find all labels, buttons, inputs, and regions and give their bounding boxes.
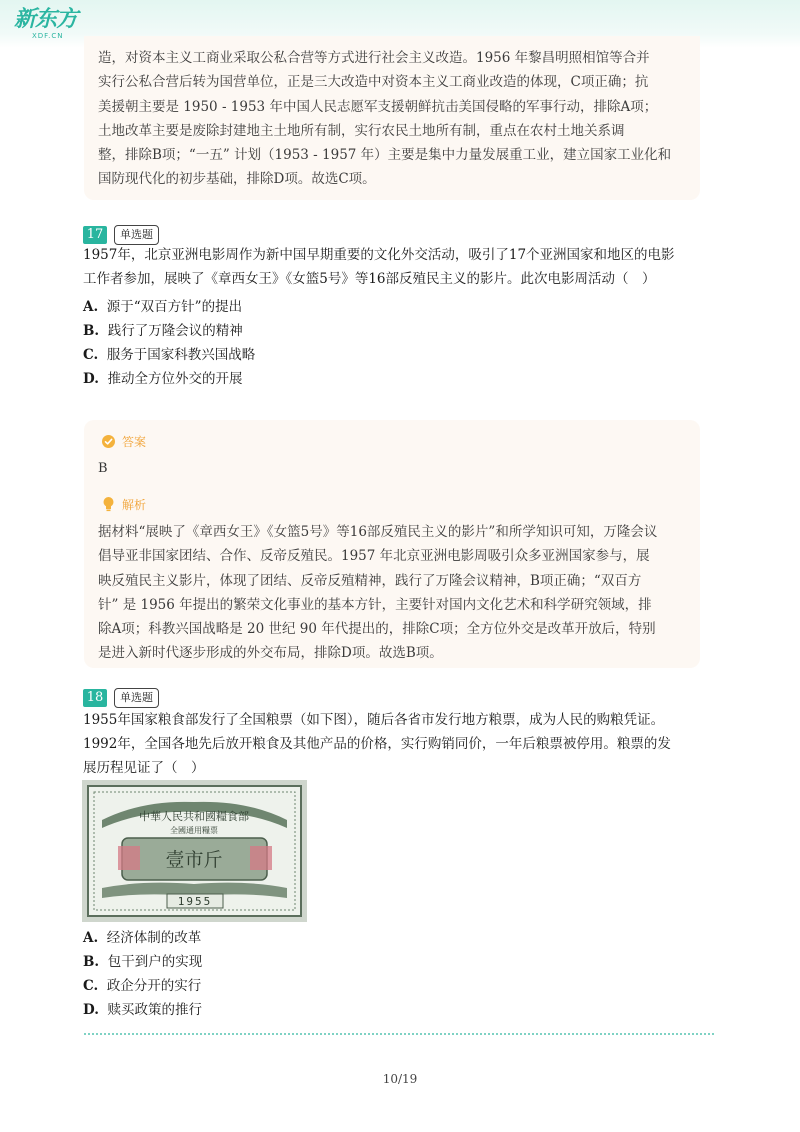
- question-type-badge: 单选题: [114, 225, 159, 245]
- ticket-year: 1955: [177, 895, 213, 908]
- option-text: 服务于国家科教兴国战略: [106, 347, 256, 363]
- option-letter: B.: [83, 323, 100, 339]
- q17-option-a[interactable]: [83, 297, 242, 317]
- question-number: 17: [83, 226, 107, 244]
- q17-option-c[interactable]: [83, 345, 255, 365]
- brand-logo: [14, 8, 94, 42]
- lightbulb-icon: [102, 496, 115, 515]
- grain-ticket-image: [82, 780, 307, 922]
- q17-analysis: [98, 520, 657, 666]
- ticket-sub: 全國通用糧票: [170, 826, 218, 835]
- option-text: 包干到户的实现: [107, 954, 203, 970]
- analysis-line: 国防现代化的初步基础，排除D项。故选C项。: [98, 171, 376, 188]
- question-type-badge: 单选题: [114, 688, 159, 708]
- q17-option-b[interactable]: [83, 321, 243, 341]
- option-letter: B.: [83, 954, 100, 970]
- ticket-center: 壹市斤: [165, 849, 223, 871]
- analysis-line: 倡导亚非国家团结、合作、反帝反殖民。1957 年北京亚洲电影周吸引众多亚洲国家参与，展: [98, 548, 650, 565]
- analysis-label-row: [102, 496, 146, 515]
- option-letter: D.: [83, 371, 99, 387]
- analysis-line: 除A项；科教兴国战略是 20 世纪 90 年代提出的，排除C项；全方位外交是改革开放后，特别: [98, 621, 656, 638]
- page-number: 10/19: [382, 1072, 418, 1086]
- option-letter: C.: [83, 347, 99, 363]
- q18-option-d[interactable]: [83, 1000, 202, 1020]
- analysis-line: 是进入新时代逐步形成的外交布局，排除D项。故选B项。: [98, 645, 443, 662]
- brand-name: 新东方: [14, 7, 78, 32]
- check-icon: [102, 435, 115, 448]
- q18-option-c[interactable]: [83, 976, 201, 996]
- stem-line: 1955年国家粮食部发行了全国粮票（如下图），随后各省市发行地方粮票，成为人民的购粮凭证。: [83, 712, 665, 728]
- analysis-line: 整，排除B项；“一五” 计划（1953 - 1957 年）主要是集中力量发展重工业，建立国家工业化和: [98, 147, 672, 164]
- q17-stem: [83, 243, 675, 291]
- stem-line: 1957年，北京亚洲电影周作为新中国早期重要的文化外交活动，吸引了17个亚洲国家和地区的电影: [83, 247, 675, 263]
- option-text: 政企分开的实行: [106, 978, 202, 994]
- option-letter: A.: [83, 299, 99, 315]
- option-text: 推动全方位外交的开展: [107, 371, 243, 387]
- question-number: 18: [83, 689, 107, 707]
- brand-sub: XDF.CN: [32, 32, 64, 40]
- option-text: 赎买政策的推行: [107, 1002, 203, 1018]
- answer-label-row: [102, 433, 146, 450]
- stem-line: 1992年，全国各地先后放开粮食及其他产品的价格，实行购销同价，一年后粮票被停用。粮票的发: [83, 736, 671, 752]
- option-letter: C.: [83, 978, 99, 994]
- section-divider: [84, 1033, 714, 1035]
- option-text: 源于“双百方针”的提出: [106, 299, 243, 315]
- q16-analysis: [98, 46, 671, 192]
- option-letter: D.: [83, 1002, 99, 1018]
- analysis-line: 土地改革主要是废除封建地主土地所有制，实行农民土地所有制，重点在农村土地关系调: [98, 122, 625, 139]
- analysis-line: 美援朝主要是 1950 - 1953 年中国人民志愿军支援朝鲜抗击美国侵略的军事行动，排除A项；: [98, 98, 658, 115]
- answer-label: 答案: [122, 435, 147, 449]
- analysis-line: 造，对资本主义工商业采取公私合营等方式进行社会主义改造。1956 年黎昌明照相馆等合并: [98, 50, 650, 66]
- ticket-top: 中華人民共和國糧食部: [139, 810, 249, 823]
- analysis-line: 实行公私合营后转为国营单位，正是三大改造中对资本主义工商业改造的体现，C项正确；抗: [98, 74, 649, 91]
- option-text: 经济体制的改革: [106, 930, 202, 946]
- stem-line: 展历程见证了（ ）: [83, 760, 205, 776]
- analysis-line: 针” 是 1956 年提出的繁荣文化事业的基本方针，主要针对国内文化艺术和科学研究领域，排: [98, 596, 652, 613]
- q17-option-d[interactable]: [83, 369, 243, 389]
- analysis-line: 映反殖民主义影片，体现了团结、反帝反殖精神，践行了万隆会议精神，B项正确；“双百方: [98, 572, 642, 589]
- analysis-line: 据材料“展映了《章西女王》《女篮5号》等16部反殖民主义的影片”和所学知识可知，万隆会议: [98, 524, 658, 540]
- q18-option-a[interactable]: [83, 928, 201, 948]
- option-text: 践行了万隆会议的精神: [107, 323, 243, 339]
- stem-line: 工作者参加，展映了《章西女王》《女篮5号》等16部反殖民主义的影片。此次电影周活动（ ）: [83, 271, 656, 287]
- answer-value: B: [98, 461, 108, 476]
- option-letter: A.: [83, 930, 99, 946]
- q18-option-b[interactable]: [83, 952, 202, 972]
- q18-stem: [83, 708, 671, 780]
- analysis-label: 解析: [122, 498, 147, 512]
